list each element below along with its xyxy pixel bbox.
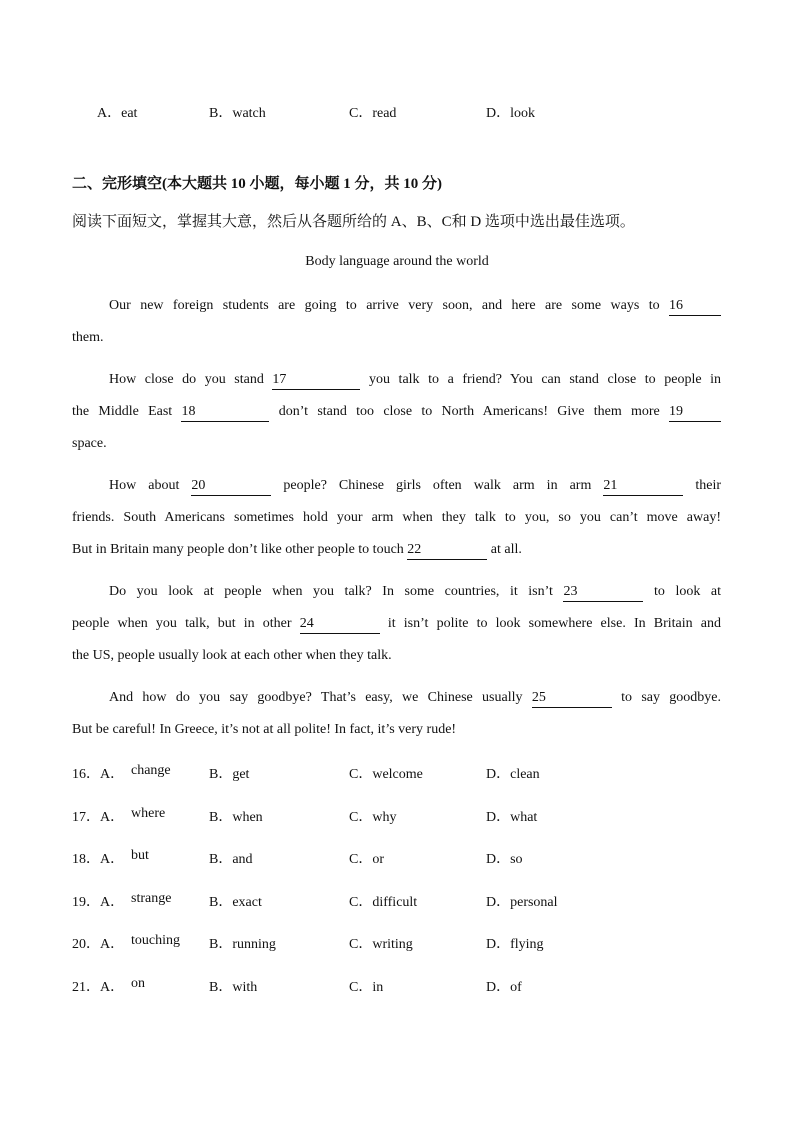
- paragraph-line: Do you look at people when you talk? In some countries, it isn’t 23 to look at: [72, 576, 721, 608]
- blank-18: 18: [181, 403, 269, 422]
- option-a: touching: [131, 933, 180, 948]
- paragraph-line: But in Britain many people don’t like other people to touch 22 at all.: [72, 534, 721, 566]
- previous-question-options: [0, 102, 794, 122]
- blank-24: 24: [300, 615, 380, 634]
- paragraph-2: [72, 364, 721, 460]
- blank-25: 25: [532, 689, 612, 708]
- option-b: B．watch: [209, 106, 266, 121]
- option-a: on: [131, 976, 145, 991]
- option-a: A．eat: [97, 106, 138, 121]
- question-21: [0, 976, 794, 996]
- question-16: [0, 763, 794, 783]
- blank-20: 20: [191, 477, 271, 496]
- paragraph-1: [72, 290, 721, 354]
- option-d: D．so: [486, 852, 523, 867]
- blank-23: 23: [563, 583, 643, 602]
- option-b: B．get: [209, 767, 250, 782]
- paragraph-line: But be careful! In Greece, it’s not at all polite! In fact, it’s very rude!: [72, 722, 457, 737]
- option-a: change: [131, 763, 171, 778]
- option-d: D．clean: [486, 767, 540, 782]
- option-c: C．why: [349, 810, 397, 825]
- option-d: D．personal: [486, 895, 558, 910]
- blank-21: 21: [603, 477, 683, 496]
- paragraph-line: people when you talk, but in other 24 it isn’t polite to look somewhere else. In Britain and: [72, 608, 721, 640]
- option-a: strange: [131, 891, 172, 906]
- question-number: 19．A．: [72, 895, 125, 910]
- option-c: C．welcome: [349, 767, 423, 782]
- option-d: D．what: [486, 810, 538, 825]
- question-number: 17．A．: [72, 810, 125, 825]
- blank-19: 19: [669, 403, 721, 422]
- question-17: [0, 806, 794, 826]
- question-20: [0, 933, 794, 953]
- blank-16: 16: [669, 297, 721, 316]
- option-c: C．difficult: [349, 895, 418, 910]
- option-c: C．or: [349, 852, 384, 867]
- section-title: 二、完形填空(本大题共 10 小题，每小题 1 分，共 10 分): [72, 176, 442, 192]
- blank-22: 22: [407, 541, 487, 560]
- blank-17: 17: [272, 371, 360, 390]
- question-19: [0, 891, 794, 911]
- question-18: [0, 848, 794, 868]
- option-d: D．look: [486, 106, 535, 121]
- option-c: C．in: [349, 980, 384, 995]
- option-b: B．and: [209, 852, 253, 867]
- paragraph-line: them.: [72, 330, 104, 345]
- question-number: 21．A．: [72, 980, 125, 995]
- paragraph-line: And how do you say goodbye? That’s easy, we Chinese usually 25 to say goodbye.: [72, 682, 721, 714]
- question-number: 16．A．: [72, 767, 125, 782]
- paragraph-3: [72, 470, 721, 566]
- option-c: C．writing: [349, 937, 413, 952]
- paragraph-line: the Middle East 18 don’t stand too close to North Americans! Give them more 19: [72, 396, 721, 428]
- paragraph-4: [72, 576, 721, 672]
- option-b: B．running: [209, 937, 276, 952]
- paragraph-line: space.: [72, 436, 107, 451]
- paragraph-line: How close do you stand 17 you talk to a friend? You can stand close to people in: [72, 364, 721, 396]
- option-c: C．read: [349, 106, 397, 121]
- paragraph-line: the US, people usually look at each other when they talk.: [72, 648, 392, 663]
- option-d: D．flying: [486, 937, 544, 952]
- option-b: B．when: [209, 810, 263, 825]
- question-number: 18．A．: [72, 852, 125, 867]
- paragraph-5: [72, 682, 721, 746]
- option-d: D．of: [486, 980, 522, 995]
- option-b: B．with: [209, 980, 258, 995]
- option-a: where: [131, 806, 166, 821]
- paragraph-line: Our new foreign students are going to arrive very soon, and here are some ways to 16: [72, 290, 721, 322]
- passage-title: Body language around the world: [305, 254, 489, 269]
- option-a: but: [131, 848, 149, 863]
- paragraph-line: friends. South Americans sometimes hold your arm when they talk to you, so you can’t move away!: [72, 510, 721, 525]
- option-b: B．exact: [209, 895, 262, 910]
- section-instruction: 阅读下面短文，掌握其大意，然后从各题所给的 A、B、C和 D 选项中选出最佳选项。: [72, 214, 635, 230]
- paragraph-line: How about 20 people? Chinese girls often walk arm in arm 21 their: [72, 470, 721, 502]
- question-number: 20．A．: [72, 937, 125, 952]
